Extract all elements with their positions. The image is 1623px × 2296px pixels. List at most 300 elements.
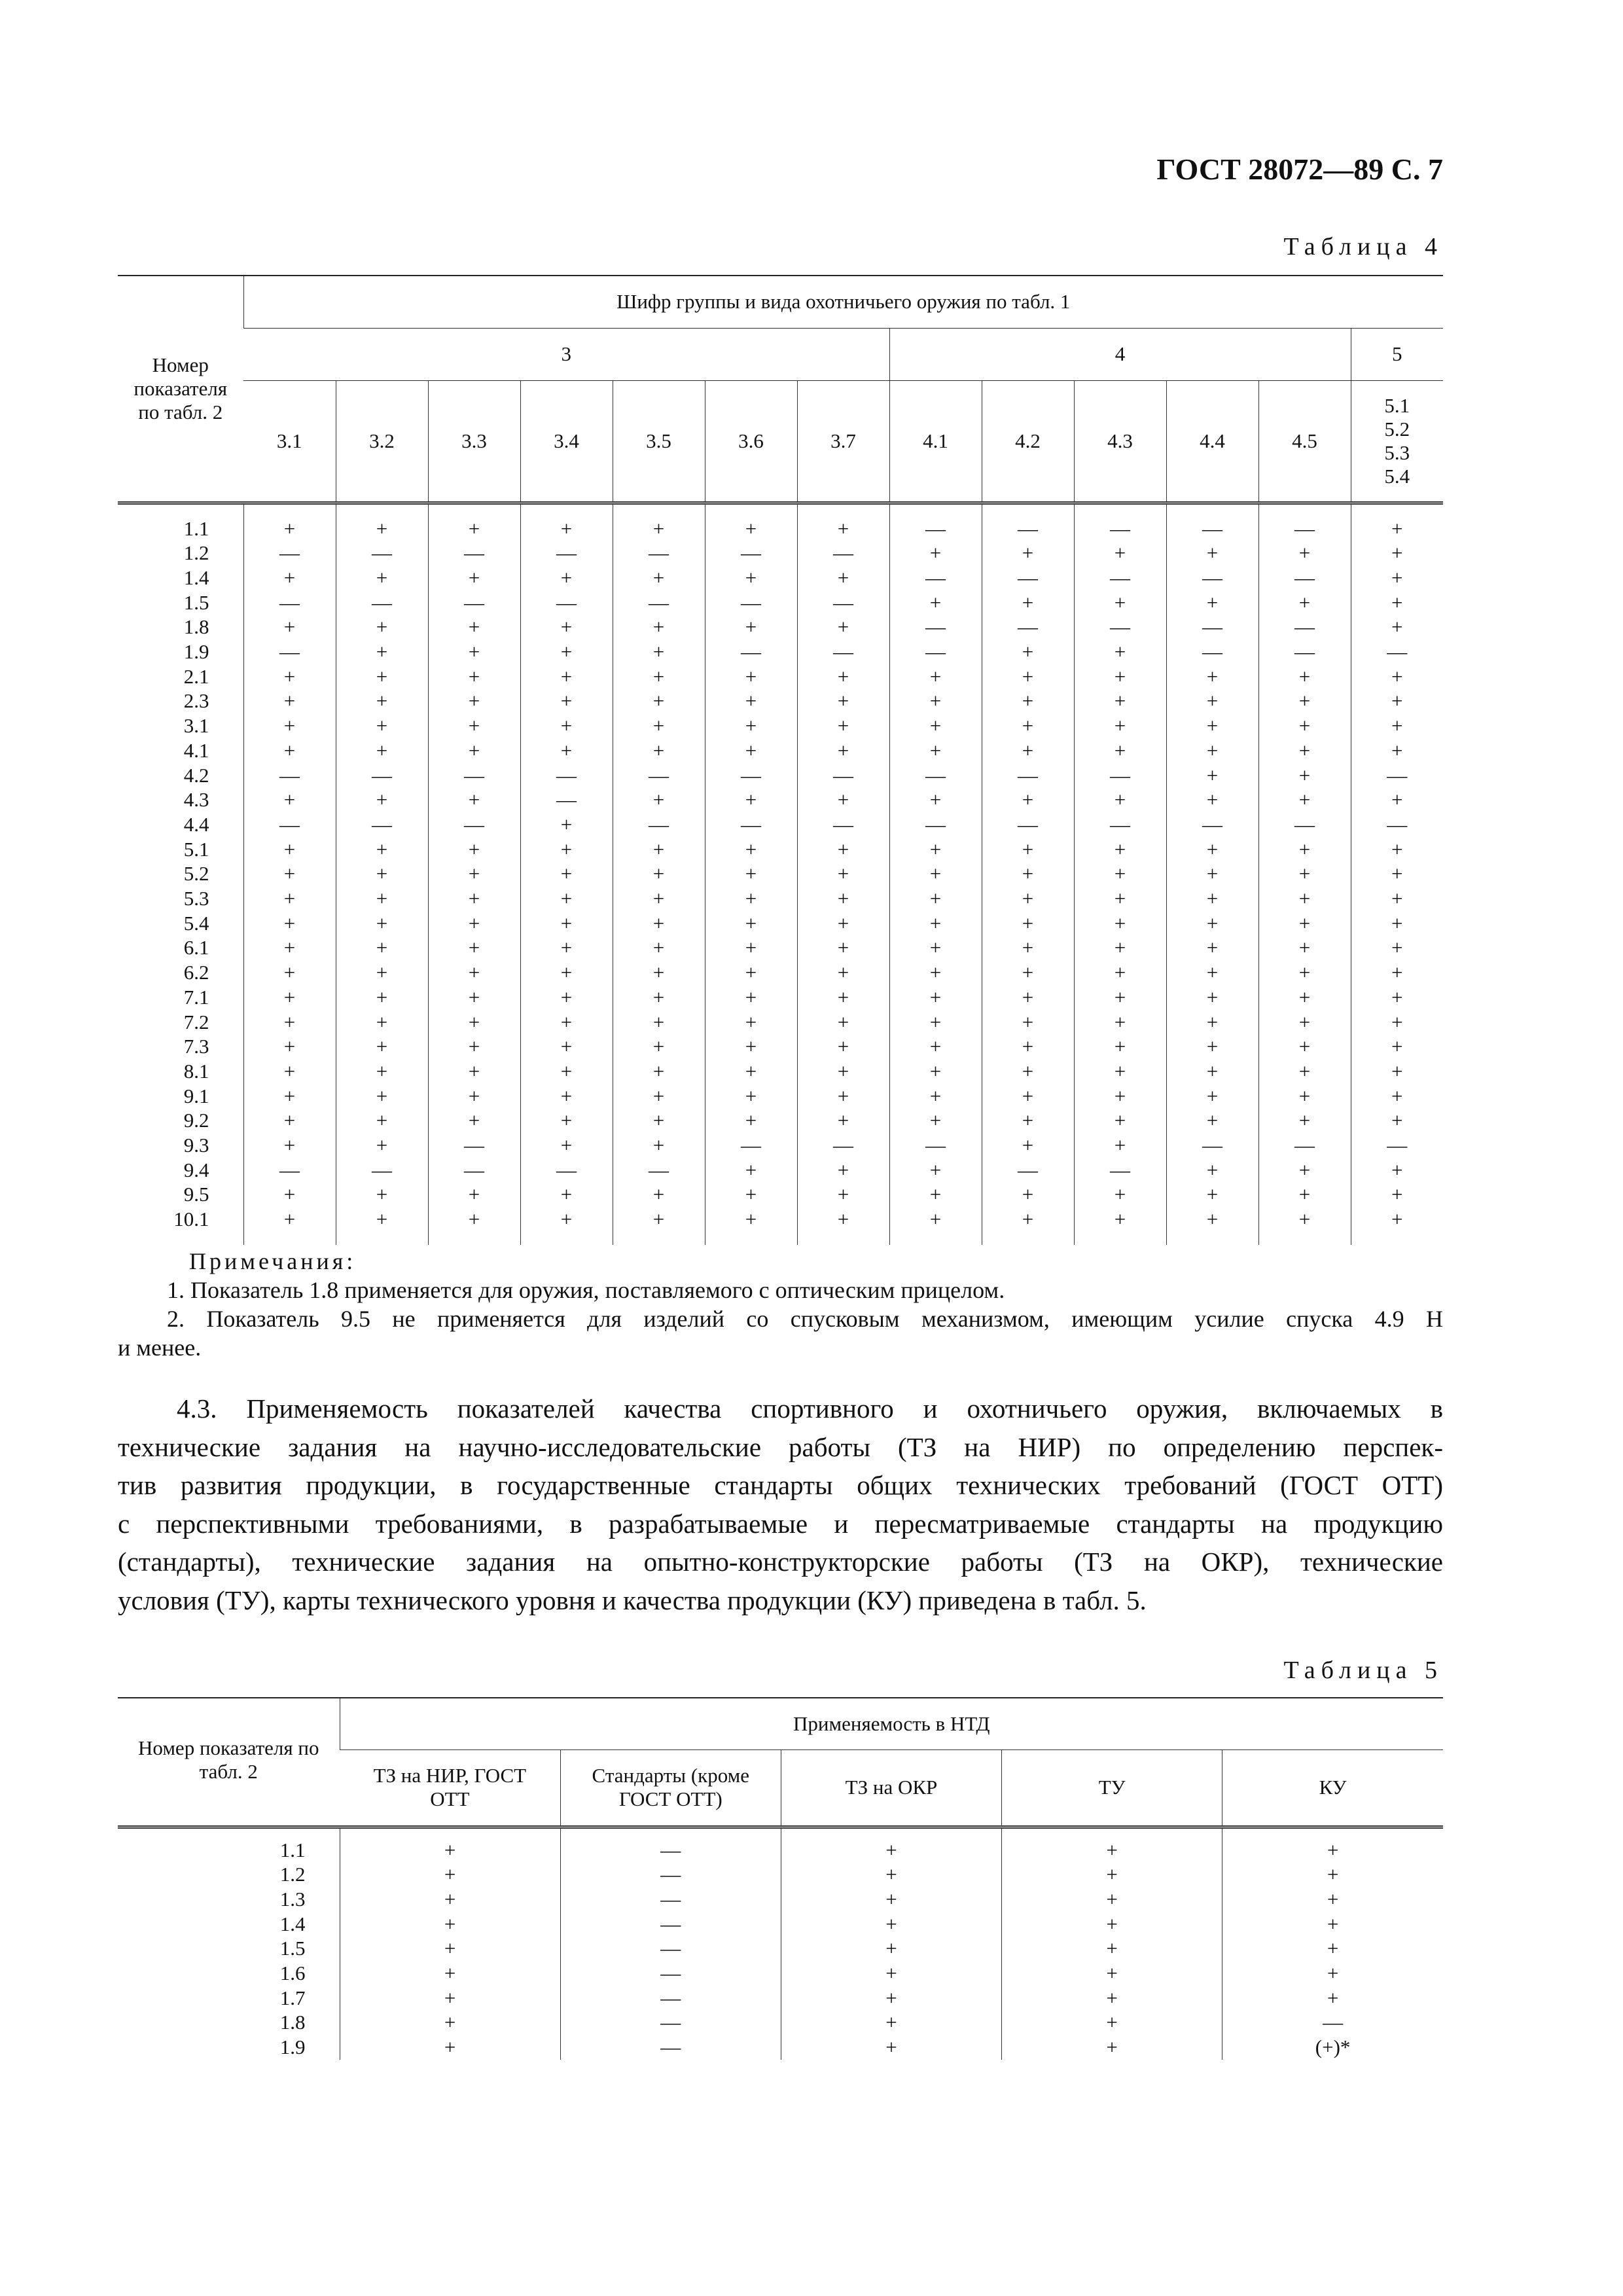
cell-not-applicable: — — [1074, 565, 1166, 590]
column-header: ТУ — [1002, 1749, 1222, 1827]
cell-applicable: + — [889, 1108, 982, 1133]
table-row — [118, 1182, 1443, 1207]
cell-applicable: + — [705, 1207, 797, 1245]
cell-applicable: + — [982, 1010, 1074, 1035]
table-row — [118, 911, 1443, 936]
cell-applicable: + — [1351, 1108, 1443, 1133]
cell-applicable: + — [705, 615, 797, 639]
cell-applicable: + — [428, 639, 520, 664]
cell-applicable: + — [336, 837, 428, 862]
column-header: ТЗ на НИР, ГОСТ ОТТ — [340, 1749, 560, 1827]
cell: + — [781, 1827, 1001, 1862]
cell-applicable: + — [797, 1158, 889, 1183]
cell-applicable: + — [889, 861, 982, 886]
cell-applicable: + — [1351, 503, 1443, 541]
cell-applicable: + — [797, 1084, 889, 1109]
row-number: 5.3 — [183, 887, 209, 910]
cell-applicable: + — [428, 787, 520, 812]
cell-applicable: + — [520, 664, 613, 689]
cell-applicable: + — [1166, 1158, 1258, 1183]
group-3: 3 — [243, 328, 889, 380]
row-number: 1.1 — [279, 1838, 306, 1861]
cell-applicable: + — [1074, 713, 1166, 738]
cell-applicable: + — [982, 1207, 1074, 1245]
cell-not-applicable: — — [1258, 615, 1351, 639]
cell-applicable: + — [520, 503, 613, 541]
cell-applicable: + — [705, 911, 797, 936]
cell-applicable: + — [1166, 763, 1258, 788]
cell-not-applicable: — — [520, 1158, 613, 1183]
table-row — [118, 886, 1443, 911]
table-row — [118, 2035, 1443, 2060]
cell-applicable: + — [428, 1059, 520, 1084]
cell-not-applicable: — — [1074, 615, 1166, 639]
cell-applicable: + — [1074, 1084, 1166, 1109]
cell-applicable: + — [1166, 1059, 1258, 1084]
cell-applicable: + — [889, 1010, 982, 1035]
column-header: 3.4 — [520, 380, 613, 503]
row-number: 1.8 — [279, 2011, 306, 2034]
cell-applicable: + — [428, 911, 520, 936]
cell-applicable: + — [428, 960, 520, 985]
cell-applicable: + — [889, 590, 982, 615]
cell-applicable: + — [1258, 787, 1351, 812]
cell-not-applicable: — — [1351, 812, 1443, 837]
cell-applicable: + — [982, 1108, 1074, 1133]
cell-not-applicable: — — [336, 763, 428, 788]
cell-applicable: + — [982, 1133, 1074, 1158]
cell-not-applicable: — — [889, 1133, 982, 1158]
cell-applicable: + — [797, 565, 889, 590]
cell-not-applicable: — — [982, 615, 1074, 639]
cell-applicable: + — [1258, 1084, 1351, 1109]
cell-applicable: + — [520, 861, 613, 886]
cell-not-applicable: — — [243, 541, 336, 565]
cell: + — [1002, 1961, 1222, 1986]
cell: + — [1222, 1827, 1443, 1862]
cell-not-applicable: — — [1258, 565, 1351, 590]
cell-not-applicable: — — [705, 639, 797, 664]
cell-applicable: + — [243, 985, 336, 1010]
cell-not-applicable: — — [613, 763, 705, 788]
cell: — — [560, 1986, 781, 2011]
cell-applicable: + — [982, 985, 1074, 1010]
table-row — [118, 1862, 1443, 1887]
cell: + — [340, 2010, 560, 2035]
table-row — [118, 713, 1443, 738]
table-row — [118, 1912, 1443, 1937]
group-5: 5 — [1351, 328, 1443, 380]
cell-applicable: + — [1166, 837, 1258, 862]
cell-applicable: + — [336, 985, 428, 1010]
cell-not-applicable: — — [520, 590, 613, 615]
column-header: 3.7 — [797, 380, 889, 503]
cell-not-applicable: — — [797, 590, 889, 615]
cell-applicable: + — [889, 541, 982, 565]
table-row — [118, 812, 1443, 837]
cell-applicable: + — [705, 1084, 797, 1109]
cell-not-applicable: — — [797, 812, 889, 837]
cell-applicable: + — [243, 960, 336, 985]
cell-applicable: + — [705, 960, 797, 985]
cell-applicable: + — [520, 886, 613, 911]
column-header: 4.4 — [1166, 380, 1258, 503]
cell-applicable: + — [1351, 1158, 1443, 1183]
cell-applicable: + — [1351, 738, 1443, 763]
cell-applicable: + — [613, 664, 705, 689]
cell-applicable: + — [1074, 689, 1166, 713]
row-number: 4.4 — [183, 812, 209, 836]
table-row — [118, 985, 1443, 1010]
cell-not-applicable: — — [428, 763, 520, 788]
table-row — [118, 1034, 1443, 1059]
cell-applicable: + — [1166, 861, 1258, 886]
cell-applicable: + — [1351, 541, 1443, 565]
cell-not-applicable: — — [520, 541, 613, 565]
table-row — [118, 960, 1443, 985]
cell-applicable: + — [889, 1059, 982, 1084]
cell-applicable: + — [797, 886, 889, 911]
cell-applicable: + — [428, 689, 520, 713]
cell-applicable: + — [982, 639, 1074, 664]
table5-caption: Таблица 5 — [1283, 1657, 1443, 1684]
cell-applicable: + — [520, 1034, 613, 1059]
cell-applicable: + — [705, 1010, 797, 1035]
cell-applicable: + — [1351, 713, 1443, 738]
cell-applicable: + — [1074, 1133, 1166, 1158]
cell: + — [340, 1961, 560, 1986]
cell-applicable: + — [1258, 713, 1351, 738]
cell-applicable: + — [613, 615, 705, 639]
cell-applicable: + — [797, 985, 889, 1010]
table-row — [118, 503, 1443, 541]
cell-applicable: + — [613, 639, 705, 664]
cell: (+)* — [1222, 2035, 1443, 2060]
cell-applicable: + — [243, 1010, 336, 1035]
cell: — — [560, 2035, 781, 2060]
cell-applicable: + — [1166, 960, 1258, 985]
cell-applicable: + — [982, 541, 1074, 565]
table-row — [118, 1961, 1443, 1986]
row-number: 7.1 — [183, 985, 209, 1009]
cell-applicable: + — [889, 1207, 982, 1245]
cell-applicable: + — [336, 1182, 428, 1207]
table-row — [118, 615, 1443, 639]
cell: — — [560, 1961, 781, 1986]
cell-not-applicable: — — [1258, 812, 1351, 837]
cell: + — [1002, 1827, 1222, 1862]
cell: + — [1002, 1887, 1222, 1912]
cell-not-applicable: — — [705, 541, 797, 565]
row-header: Номер показателя по табл. 2 — [118, 276, 243, 503]
table-row — [118, 1158, 1443, 1183]
table-row — [118, 639, 1443, 664]
cell-not-applicable: — — [982, 503, 1074, 541]
cell-applicable: + — [705, 565, 797, 590]
cell-applicable: + — [1351, 787, 1443, 812]
cell-not-applicable: — — [1166, 503, 1258, 541]
cell: — — [560, 1887, 781, 1912]
table-row — [118, 1133, 1443, 1158]
cell: + — [1222, 1862, 1443, 1887]
cell-not-applicable: — — [889, 615, 982, 639]
cell-not-applicable: — — [428, 541, 520, 565]
table-row — [118, 689, 1443, 713]
table-row — [118, 1827, 1443, 1862]
cell-applicable: + — [797, 664, 889, 689]
cell-applicable: + — [889, 738, 982, 763]
cell-applicable: + — [336, 1084, 428, 1109]
row-number: 7.2 — [183, 1010, 209, 1033]
cell-applicable: + — [1074, 1010, 1166, 1035]
cell-applicable: + — [336, 713, 428, 738]
row-number: 1.4 — [279, 1912, 306, 1935]
cell-applicable: + — [1074, 639, 1166, 664]
cell-applicable: + — [889, 664, 982, 689]
cell-applicable: + — [428, 886, 520, 911]
cell-not-applicable: — — [889, 812, 982, 837]
cell-applicable: + — [705, 886, 797, 911]
cell-not-applicable: — — [336, 541, 428, 565]
cell-applicable: + — [1166, 738, 1258, 763]
cell-not-applicable: — — [1258, 1133, 1351, 1158]
cell-applicable: + — [243, 503, 336, 541]
cell-applicable: + — [243, 861, 336, 886]
row-number: 5.1 — [183, 837, 209, 861]
cell-applicable: + — [336, 615, 428, 639]
cell-applicable: + — [705, 664, 797, 689]
cell: — — [560, 1912, 781, 1937]
cell-applicable: + — [428, 565, 520, 590]
paragraph-line: с перспективными требованиями, в разрабатываемые и пересматриваемые стандарты на продукцию — [118, 1508, 1443, 1539]
cell-applicable: + — [428, 861, 520, 886]
paragraph-line: тив развития продукции, в государственные стандарты общих технических требований (ГОСТ ОТТ) — [118, 1470, 1443, 1501]
cell-applicable: + — [613, 985, 705, 1010]
cell-applicable: + — [889, 1158, 982, 1183]
table-row — [118, 935, 1443, 960]
row-number: 7.3 — [183, 1035, 209, 1058]
group-header: Шифр группы и вида охотничьего оружия по табл. 1 — [243, 276, 1443, 328]
cell-applicable: + — [1074, 861, 1166, 886]
table-row — [118, 590, 1443, 615]
cell-applicable: + — [1074, 837, 1166, 862]
cell-not-applicable: — — [797, 639, 889, 664]
table-row — [118, 1059, 1443, 1084]
table-row — [118, 1207, 1443, 1245]
cell-applicable: + — [1351, 1034, 1443, 1059]
cell-applicable: + — [982, 664, 1074, 689]
row-number: 1.9 — [183, 640, 209, 664]
cell-applicable: + — [705, 713, 797, 738]
cell-applicable: + — [982, 1034, 1074, 1059]
cell-not-applicable: — — [243, 1158, 336, 1183]
cell-applicable: + — [613, 1133, 705, 1158]
cell-applicable: + — [705, 503, 797, 541]
cell-applicable: + — [520, 812, 613, 837]
row-number: 4.3 — [183, 788, 209, 812]
cell-applicable: + — [889, 837, 982, 862]
cell-not-applicable: — — [243, 763, 336, 788]
cell-applicable: + — [889, 689, 982, 713]
row-number: 1.5 — [279, 1937, 306, 1960]
table-row — [118, 2010, 1443, 2035]
cell: — — [560, 1862, 781, 1887]
cell-applicable: + — [336, 911, 428, 936]
row-number: 1.2 — [183, 541, 209, 565]
cell: — — [560, 1936, 781, 1961]
page-header: ГОСТ 28072—89 С. 7 — [1156, 152, 1443, 186]
cell-applicable: + — [613, 1059, 705, 1084]
cell-applicable: + — [889, 886, 982, 911]
cell-applicable: + — [1351, 861, 1443, 886]
column-header: 3.2 — [336, 380, 428, 503]
table-row — [118, 1084, 1443, 1109]
table-row — [118, 763, 1443, 788]
cell-not-applicable: — — [705, 590, 797, 615]
cell-not-applicable: — — [243, 812, 336, 837]
row-number: 1.5 — [183, 590, 209, 614]
table4-caption: Таблица 4 — [1283, 233, 1443, 260]
cell-applicable: + — [1258, 960, 1351, 985]
cell-applicable: + — [1351, 837, 1443, 862]
table-4 — [118, 275, 1443, 1245]
cell-applicable: + — [1166, 911, 1258, 936]
cell-not-applicable: — — [705, 763, 797, 788]
cell-applicable: + — [1258, 1207, 1351, 1245]
cell-applicable: + — [520, 1059, 613, 1084]
cell-applicable: + — [520, 639, 613, 664]
cell-applicable: + — [428, 1034, 520, 1059]
cell-applicable: + — [1258, 664, 1351, 689]
cell-applicable: + — [613, 787, 705, 812]
cell-applicable: + — [1074, 911, 1166, 936]
cell-applicable: + — [1351, 1059, 1443, 1084]
cell-not-applicable: — — [889, 503, 982, 541]
cell-not-applicable: — — [428, 590, 520, 615]
row-number: 1.6 — [279, 1962, 306, 1985]
cell-applicable: + — [705, 738, 797, 763]
cell-applicable: + — [705, 787, 797, 812]
cell-applicable: + — [797, 1010, 889, 1035]
cell-applicable: + — [1351, 615, 1443, 639]
cell-applicable: + — [336, 565, 428, 590]
cell-applicable: + — [1166, 886, 1258, 911]
cell-applicable: + — [797, 1059, 889, 1084]
cell-applicable: + — [613, 1084, 705, 1109]
row-number: 1.9 — [279, 2036, 306, 2059]
cell-applicable: + — [1166, 541, 1258, 565]
cell-not-applicable: — — [336, 590, 428, 615]
cell-applicable: + — [1074, 590, 1166, 615]
row-number: 2.1 — [183, 664, 209, 688]
cell-applicable: + — [797, 689, 889, 713]
cell: + — [340, 1862, 560, 1887]
cell-applicable: + — [428, 1084, 520, 1109]
cell-applicable: + — [1258, 861, 1351, 886]
cell-not-applicable: — — [428, 1158, 520, 1183]
table-row — [118, 787, 1443, 812]
cell-applicable: + — [613, 503, 705, 541]
cell-applicable: + — [613, 960, 705, 985]
cell-applicable: + — [1351, 911, 1443, 936]
cell-applicable: + — [889, 787, 982, 812]
cell-not-applicable: — — [1074, 812, 1166, 837]
cell-applicable: + — [705, 1158, 797, 1183]
cell-not-applicable: — — [797, 1133, 889, 1158]
row-number: 10.1 — [173, 1208, 209, 1231]
cell-applicable: + — [797, 787, 889, 812]
cell-applicable: + — [1166, 1207, 1258, 1245]
cell-applicable: + — [1074, 664, 1166, 689]
table-row — [118, 1936, 1443, 1961]
cell: — — [560, 2010, 781, 2035]
cell-not-applicable: — — [1258, 503, 1351, 541]
cell-applicable: + — [520, 935, 613, 960]
cell-applicable: + — [982, 689, 1074, 713]
cell-applicable: + — [1351, 960, 1443, 985]
cell-not-applicable: — — [889, 639, 982, 664]
table-row — [118, 541, 1443, 565]
note-1: 1. Показатель 1.8 применяется для оружия, поставляемого с оптическим прицелом. — [167, 1277, 1005, 1303]
cell: + — [340, 1827, 560, 1862]
cell-not-applicable: — — [1351, 763, 1443, 788]
cell-not-applicable: — — [1074, 763, 1166, 788]
cell-applicable: + — [1351, 664, 1443, 689]
cell-applicable: + — [982, 1059, 1074, 1084]
cell-applicable: + — [982, 886, 1074, 911]
cell: + — [1222, 1986, 1443, 2011]
cell-applicable: + — [428, 713, 520, 738]
cell-applicable: + — [243, 615, 336, 639]
column-header: 3.3 — [428, 380, 520, 503]
cell-applicable: + — [1074, 960, 1166, 985]
cell-applicable: + — [520, 738, 613, 763]
row-number: 1.2 — [279, 1863, 306, 1886]
cell: + — [781, 1961, 1001, 1986]
cell-applicable: + — [336, 787, 428, 812]
table-row — [118, 664, 1443, 689]
paragraph-line: (стандарты), технические задания на опытно-конструкторские работы (ТЗ на ОКР), технические — [118, 1547, 1443, 1577]
cell-applicable: + — [428, 985, 520, 1010]
cell-applicable: + — [1074, 787, 1166, 812]
cell-not-applicable: — — [982, 812, 1074, 837]
cell-applicable: + — [1351, 886, 1443, 911]
cell-applicable: + — [1351, 1182, 1443, 1207]
cell-applicable: + — [243, 911, 336, 936]
row-number: 2.3 — [183, 689, 209, 713]
cell-applicable: + — [243, 1207, 336, 1245]
cell-not-applicable: — — [982, 565, 1074, 590]
row-number: 1.4 — [183, 565, 209, 589]
cell-applicable: + — [797, 503, 889, 541]
cell-applicable: + — [243, 713, 336, 738]
cell-applicable: + — [1166, 1182, 1258, 1207]
cell-applicable: + — [520, 960, 613, 985]
cell-applicable: + — [613, 1108, 705, 1133]
cell-applicable: + — [336, 689, 428, 713]
cell-applicable: + — [982, 713, 1074, 738]
column-header: 3.1 — [243, 380, 336, 503]
cell-not-applicable: — — [613, 590, 705, 615]
cell: + — [1222, 1936, 1443, 1961]
cell: + — [781, 1936, 1001, 1961]
row-number: 9.4 — [183, 1158, 209, 1181]
cell: + — [781, 2010, 1001, 2035]
row-number: 9.5 — [183, 1183, 209, 1206]
cell-applicable: + — [1258, 1059, 1351, 1084]
cell: + — [1002, 1986, 1222, 2011]
cell-applicable: + — [336, 1207, 428, 1245]
